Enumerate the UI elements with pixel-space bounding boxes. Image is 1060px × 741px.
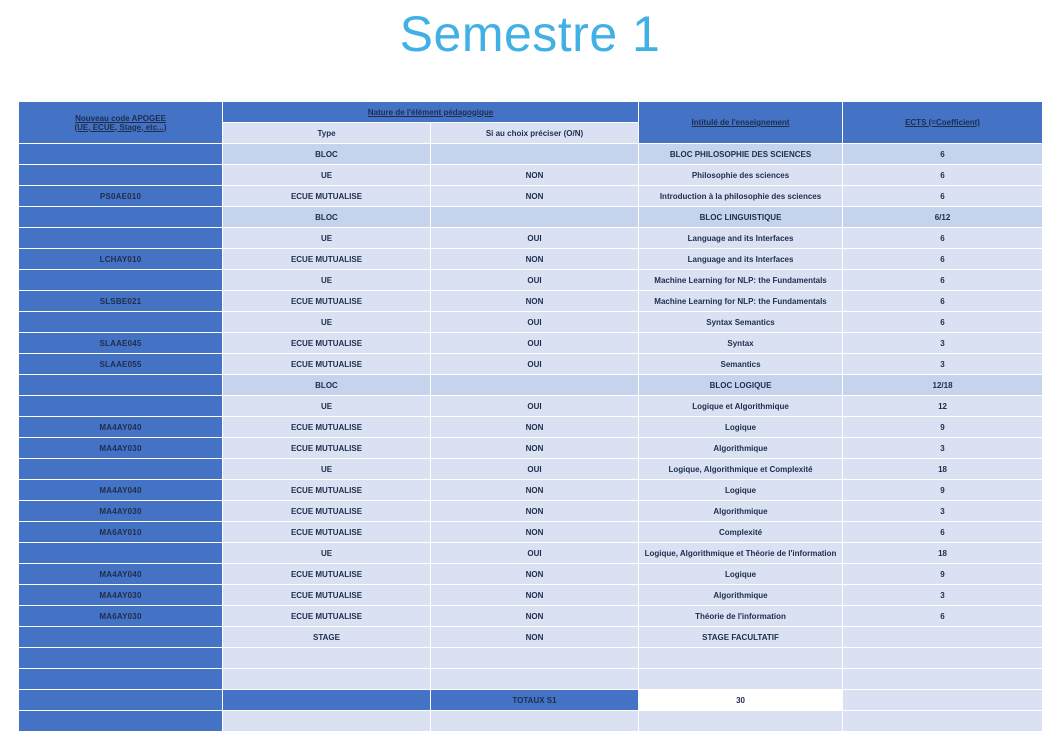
table-row [19,648,1043,669]
cell-type: UE [223,270,431,291]
footer-band-row [19,711,1043,732]
footer-band-ects [843,711,1043,732]
table-row [19,501,1043,522]
cell-code [19,627,223,648]
cell-type [223,648,431,669]
table-row [19,228,1043,249]
cell-intitule: Introduction à la philosophie des sciences [639,186,843,207]
header-intitule-label: Intitulé de l'enseignement [691,118,790,127]
cell-code: PS0AE010 [19,186,223,207]
header-ects-label: ECTS (=Coefficient) [905,118,980,127]
cell-intitule: Algorithmique [639,585,843,606]
header-code-line2: (UE, ECUE, Stage, etc...) [74,122,167,132]
totaux-spacer-code [19,690,223,711]
cell-ects: 6 [843,249,1043,270]
cell-type: UE [223,228,431,249]
cell-code [19,165,223,186]
cell-intitule: Algorithmique [639,501,843,522]
cell-choix: OUI [431,396,639,417]
cell-choix: NON [431,165,639,186]
table-row [19,375,1043,396]
cell-ects: 3 [843,501,1043,522]
cell-code: MA4AY040 [19,564,223,585]
table-row [19,144,1043,165]
cell-type: BLOC [223,375,431,396]
cell-intitule: Logique et Algorithmique [639,396,843,417]
cell-intitule: Language and its Interfaces [639,228,843,249]
cell-choix: NON [431,438,639,459]
cell-code: MA4AY030 [19,585,223,606]
cell-ects: 6 [843,165,1043,186]
table-row [19,669,1043,690]
curriculum-table-container [18,101,1042,732]
cell-choix: NON [431,480,639,501]
page-title: Semestre 1 [399,6,661,62]
table-row [19,249,1043,270]
header-code-line1: Nouveau code APOGEE [75,113,166,123]
cell-ects: 9 [843,417,1043,438]
cell-code: MA4AY040 [19,417,223,438]
curriculum-table [18,101,1043,732]
cell-ects: 3 [843,333,1043,354]
cell-choix: OUI [431,459,639,480]
cell-type: UE [223,396,431,417]
table-head [19,102,1043,144]
cell-type: ECUE MUTUALISE [223,354,431,375]
totaux-label: TOTAUX S1 [431,690,639,711]
cell-ects: 9 [843,480,1043,501]
cell-ects: 18 [843,459,1043,480]
cell-choix: OUI [431,333,639,354]
cell-ects: 3 [843,354,1043,375]
cell-choix [431,375,639,396]
table-row [19,165,1043,186]
table-row [19,438,1043,459]
cell-intitule [639,669,843,690]
cell-choix: OUI [431,270,639,291]
header-intitule [639,102,843,144]
cell-code [19,270,223,291]
cell-intitule: BLOC PHILOSOPHIE DES SCIENCES [639,144,843,165]
cell-code [19,543,223,564]
cell-type: ECUE MUTUALISE [223,186,431,207]
cell-choix: NON [431,585,639,606]
cell-intitule: Semantics [639,354,843,375]
cell-intitule: Logique [639,564,843,585]
totaux-value: 30 [639,690,843,711]
cell-type: UE [223,312,431,333]
cell-type: ECUE MUTUALISE [223,417,431,438]
cell-code: MA4AY030 [19,501,223,522]
cell-type: ECUE MUTUALISE [223,564,431,585]
table-row [19,186,1043,207]
cell-code: MA6AY030 [19,606,223,627]
cell-type: ECUE MUTUALISE [223,501,431,522]
table-row [19,459,1043,480]
cell-code [19,207,223,228]
table-header-row-main [19,102,1043,123]
cell-ects: 6 [843,228,1043,249]
cell-intitule: BLOC LINGUISTIQUE [639,207,843,228]
cell-type: UE [223,459,431,480]
totaux-row [19,690,1043,711]
cell-code: MA4AY040 [19,480,223,501]
cell-intitule: STAGE FACULTATIF [639,627,843,648]
header-nature-group-label: Nature de l'élément pédagogique [367,107,494,117]
table-row [19,585,1043,606]
cell-type: UE [223,165,431,186]
footer-band-code [19,711,223,732]
cell-code [19,396,223,417]
cell-choix: NON [431,186,639,207]
cell-type: ECUE MUTUALISE [223,438,431,459]
cell-intitule: Syntax [639,333,843,354]
table-row [19,354,1043,375]
cell-choix: NON [431,291,639,312]
cell-code [19,459,223,480]
cell-intitule: Logique, Algorithmique et Théorie de l'information [639,543,843,564]
cell-choix: OUI [431,312,639,333]
table-row [19,480,1043,501]
header-ects [843,102,1043,144]
cell-ects [843,648,1043,669]
cell-intitule: Philosophie des sciences [639,165,843,186]
cell-type: ECUE MUTUALISE [223,585,431,606]
header-choix: Si au choix préciser (O/N) [431,123,639,144]
table-row [19,333,1043,354]
cell-choix: OUI [431,354,639,375]
cell-code: MA4AY030 [19,438,223,459]
cell-choix: NON [431,249,639,270]
cell-intitule: Complexité [639,522,843,543]
cell-type: UE [223,543,431,564]
cell-choix: OUI [431,228,639,249]
cell-type: ECUE MUTUALISE [223,522,431,543]
cell-code [19,669,223,690]
cell-intitule: BLOC LOGIQUE [639,375,843,396]
cell-code: SLAAE055 [19,354,223,375]
cell-type [223,669,431,690]
cell-choix: NON [431,417,639,438]
cell-code: SLAAE045 [19,333,223,354]
cell-ects: 6 [843,144,1043,165]
cell-code [19,312,223,333]
cell-type: BLOC [223,207,431,228]
table-row [19,312,1043,333]
table-row [19,522,1043,543]
cell-choix: NON [431,501,639,522]
cell-type: ECUE MUTUALISE [223,291,431,312]
table-row [19,564,1043,585]
cell-type: ECUE MUTUALISE [223,480,431,501]
cell-choix: NON [431,522,639,543]
cell-ects: 12 [843,396,1043,417]
cell-type: STAGE [223,627,431,648]
cell-intitule: Logique [639,480,843,501]
cell-choix [431,144,639,165]
cell-ects: 12/18 [843,375,1043,396]
cell-choix: NON [431,627,639,648]
cell-choix [431,207,639,228]
cell-ects: 6 [843,606,1043,627]
table-row [19,627,1043,648]
table-body [19,144,1043,732]
cell-type: ECUE MUTUALISE [223,606,431,627]
cell-intitule: Syntax Semantics [639,312,843,333]
cell-type: ECUE MUTUALISE [223,249,431,270]
cell-choix [431,648,639,669]
cell-intitule [639,648,843,669]
cell-intitule: Logique [639,417,843,438]
table-row [19,606,1043,627]
header-type: Type [223,123,431,144]
cell-intitule: Algorithmique [639,438,843,459]
cell-ects: 9 [843,564,1043,585]
cell-intitule: Language and its Interfaces [639,249,843,270]
cell-ects: 6 [843,270,1043,291]
cell-ects [843,669,1043,690]
cell-ects: 18 [843,543,1043,564]
cell-code [19,144,223,165]
totaux-spacer-ects [843,690,1043,711]
footer-band-type [223,711,431,732]
table-row [19,543,1043,564]
table-row [19,291,1043,312]
cell-ects: 3 [843,438,1043,459]
cell-ects: 6/12 [843,207,1043,228]
cell-ects: 3 [843,585,1043,606]
cell-code: SLSBE021 [19,291,223,312]
footer-band-choix [431,711,639,732]
header-code [19,102,223,144]
cell-intitule: Théorie de l'information [639,606,843,627]
cell-choix: NON [431,564,639,585]
cell-ects [843,627,1043,648]
header-nature-group [223,102,639,123]
cell-code: LCHAY010 [19,249,223,270]
cell-type: ECUE MUTUALISE [223,333,431,354]
cell-ects: 6 [843,522,1043,543]
table-row [19,207,1043,228]
cell-code [19,228,223,249]
totaux-spacer-type [223,690,431,711]
cell-intitule: Machine Learning for NLP: the Fundamentals [639,291,843,312]
table-row [19,417,1043,438]
cell-ects: 6 [843,291,1043,312]
cell-intitule: Machine Learning for NLP: the Fundamentals [639,270,843,291]
table-row [19,270,1043,291]
cell-choix: NON [431,606,639,627]
cell-choix: OUI [431,543,639,564]
cell-intitule: Logique, Algorithmique et Complexité [639,459,843,480]
footer-band-intitule [639,711,843,732]
cell-ects: 6 [843,186,1043,207]
cell-type: BLOC [223,144,431,165]
cell-choix [431,669,639,690]
cell-code: MA6AY010 [19,522,223,543]
table-row [19,396,1043,417]
cell-code [19,375,223,396]
cell-ects: 6 [843,312,1043,333]
cell-code [19,648,223,669]
